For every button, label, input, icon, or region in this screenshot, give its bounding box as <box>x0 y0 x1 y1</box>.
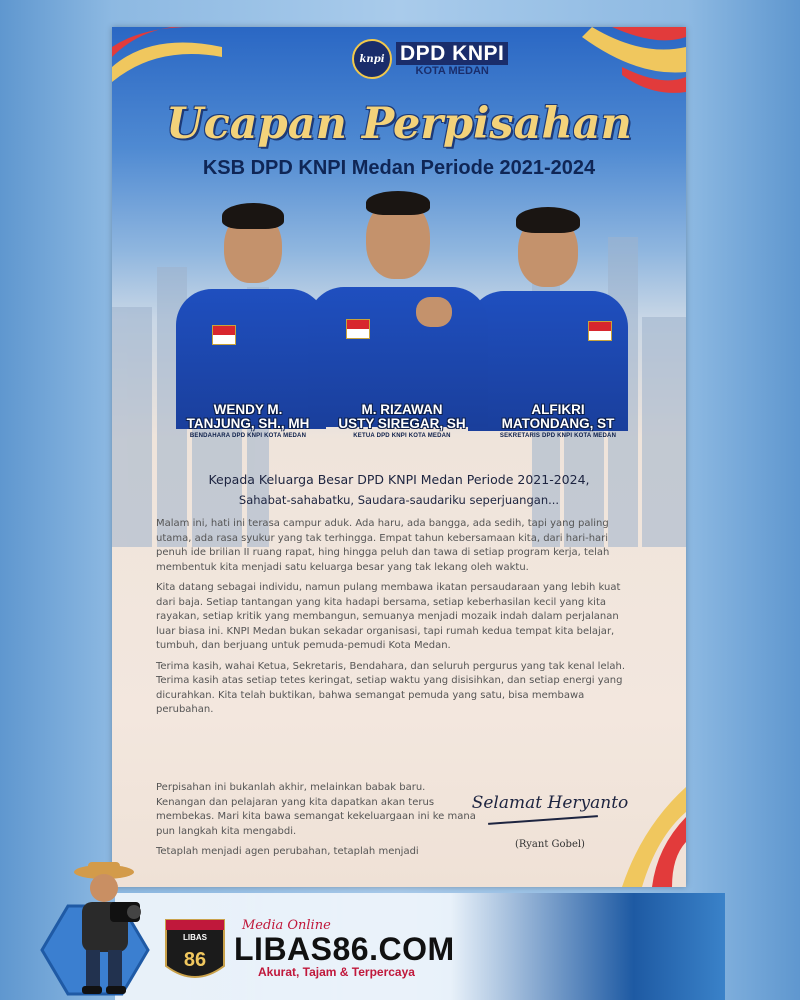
media-online-label: Media Online <box>242 918 331 933</box>
libas-logo-number: 86 <box>183 949 207 971</box>
poster-subtitle: KSB DPD KNPI Medan Periode 2021-2024 <box>202 157 596 179</box>
letter-paragraph: Kita datang sebagai individu, namun pulang membawa ikatan persaudaraan yang lebih kuat dari baja. Setiap tantangan yang kita hadapi bersama, setiap keberhasilan kecil yang kita rayakan, setiap kritik yang membangun, semuanya menjadi mozaik indah dalam perjalanan luar biasa ini. KNPI Medan bukan sekadar organisasi, tapi rumah kedua tempat kita belajar, tumbuh, dan berjuang untuk pemuda-pemudi Kota Medan. <box>156 582 621 651</box>
person-right-caption <box>478 403 638 439</box>
signature-underline <box>488 815 598 825</box>
person-center-caption <box>322 403 482 439</box>
logo-title: DPD KNPI <box>396 42 508 65</box>
knpi-emblem-icon: knpi <box>352 39 392 79</box>
letter-body <box>156 517 626 724</box>
libas-logo-label: LIBAS <box>183 933 207 942</box>
signer-name: (Ryant Gobel) <box>515 839 585 850</box>
logo-subtitle: KOTA MEDAN <box>415 64 489 77</box>
person-center-name-line1: M. RIZAWAN <box>361 402 443 417</box>
person-right-role: SEKRETARIS DPD KNPI KOTA MEDAN <box>499 433 617 439</box>
site-name[interactable]: LIBAS86.COM <box>234 931 455 967</box>
letter-paragraph: Terima kasih, wahai Ketua, Sekretaris, Bendahara, dan seluruh pergurus yang tak kenal lelah. Terima kasih atas setiap tetes keringat, setiap waktu yang disisihkan, dan setiap energi yang dicurahkan. Kita telah buktikan, bahwa semangat pemuda yang satu, bisa membawa perubahan. <box>156 660 626 715</box>
person-left-caption <box>168 403 328 439</box>
person-left-name-line1: WENDY M. <box>213 402 283 417</box>
photographer-mascot-icon <box>62 858 152 996</box>
poster-title: Ucapan Perpisahan <box>166 99 632 149</box>
letter-paragraph: Tetaplah menjadi agen perubahan, tetaplah menjadi <box>156 846 419 857</box>
ribbon-left <box>112 27 222 97</box>
letter-paragraph: Perpisahan ini bukanlah akhir, melainkan babak baru. Kenangan dan pelajaran yang kita dapatkan akan terus membekas. Mari kita bawa semangat kekeluargaan ini ke mana pun langkah kita mengabdi. <box>156 782 476 837</box>
person-center-role: KETUA DPD KNPI KOTA MEDAN <box>353 433 451 439</box>
libas86-logo-icon <box>162 918 228 988</box>
person-right-name-line2: MATONDANG, ST <box>501 416 615 431</box>
person-left-name-line2: TANJUNG, SH., MH <box>186 416 310 431</box>
signature: Selamat Heryanto <box>471 793 629 813</box>
person-center-photo <box>298 187 498 427</box>
letter-closing <box>156 781 476 866</box>
knpi-logo <box>352 39 508 79</box>
media-brand <box>234 918 455 979</box>
poster <box>112 27 686 887</box>
site-tagline: Akurat, Tajam & Terpercaya <box>258 965 415 979</box>
person-center-name-line2: USTY SIREGAR, SH <box>338 416 466 431</box>
person-left-role: BENDAHARA DPD KNPI KOTA MEDAN <box>189 433 307 439</box>
letter-greeting: Kepada Keluarga Besar DPD KNPI Medan Periode 2021-2024, <box>208 472 590 487</box>
letter-salutation: Sahabat-sahabatku, Saudara-saudariku seperjuangan... <box>238 493 560 507</box>
letter-paragraph: Malam ini, hati ini terasa campur aduk. Ada haru, ada bangga, ada sedih, tapi yang paling utama, ada rasa syukur yang tak terhingga. Empat tahun kebersamaan kita, dari hari-hari penuh ide brilian II ruang rapat, hing hingga peluh dan tawa di setiap program kerja, telah membentuk kita menjadi satu keluarga besar yang tak lekang oleh waktu. <box>156 518 610 573</box>
person-right-name-line1: ALFIKRI <box>531 402 585 417</box>
